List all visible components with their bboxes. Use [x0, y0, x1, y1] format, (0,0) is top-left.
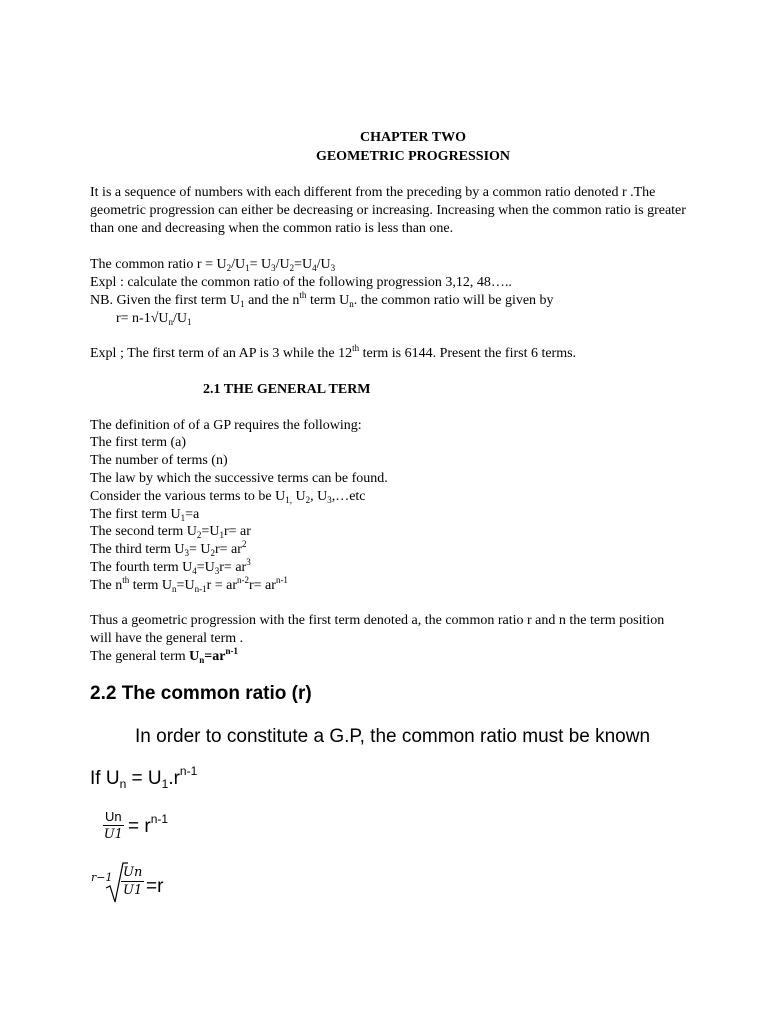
gt-line-8: The third term $U_3= U_2r= ar^2$: [90, 539, 247, 558]
radical-fraction: [121, 865, 144, 898]
fraction-denominator: U1: [103, 827, 123, 842]
common-ratio-definition: The common ratio $r = U_2/U_1= U_3/U_2=U_4/U_3$: [90, 257, 336, 273]
nb-line: NB. Given the first term $U_1$ and the $n^{th}$ term $U_n$. the common ratio will be given by: [90, 290, 554, 309]
thus-line-1: Thus a geometric progression with the first term denoted a, the common ratio r and n the term position: [90, 613, 665, 628]
equals-r: =r: [146, 876, 164, 897]
fraction-un-u1: [103, 809, 124, 842]
equals-r-n-1: = $r^{n-1}$: [128, 812, 169, 837]
general-term-formula: The general term $U_n=ar^{n-1}$: [90, 646, 238, 665]
intro-line-2: geometric progression can either be decreasing or increasing. Increasing when the common ratio is greater: [90, 203, 686, 218]
fraction-numerator: Un: [105, 809, 122, 824]
if-formula: If $U_n = U_1.r^{n-1}$: [90, 764, 198, 791]
gt-line-3: The number of terms (n): [90, 453, 228, 468]
chapter-subtitle: GEOMETRIC PROGRESSION: [315, 149, 511, 164]
gt-line-9: The fourth term $U_4=U_3r= ar^3$: [90, 557, 251, 576]
gt-line-1: The definition of of a GP requires the following:: [90, 418, 362, 433]
section-heading-general-term: 2.1 THE GENERAL TERM: [203, 382, 371, 397]
example-ratio: Expl : calculate the common ratio of the following progression 3,12, 48…..: [90, 275, 512, 290]
chapter-title: CHAPTER TWO: [360, 130, 466, 145]
intro-line-1: It is a sequence of numbers with each different from the preceding by a common ratio denoted r .The: [90, 185, 656, 200]
example-ap: Expl ; The first term of an AP is 3 while the 12th term is 6144. Present the first 6 terms.: [90, 343, 577, 361]
intro-line-3: than one and decreasing when the common ratio is less than one.: [90, 221, 454, 236]
common-ratio-statement: In order to constitute a G.P, the common ratio must be known: [135, 726, 651, 747]
gt-line-4: The law by which the successive terms can be found.: [90, 471, 388, 486]
radical-denominator: U1: [123, 883, 143, 898]
section-heading-common-ratio: 2.2 The common ratio (r): [90, 683, 312, 704]
gt-line-10: The $n^{th}$ term $U_n=U_{n-1}r = ar^{n-2}r= ar^{n-1}$: [90, 575, 288, 594]
ratio-formula: $r= n-1√U_n/U_1$: [116, 311, 192, 327]
thus-line-2: will have the general term .: [90, 631, 244, 646]
gt-line-6: The first term $U_1=a$: [90, 507, 200, 523]
gt-line-2: The first term (a): [90, 435, 187, 450]
gt-line-5: Consider the various terms to be $U_{1,}$ $U_2$, $U_3,\dots etc$: [90, 489, 366, 505]
radical-numerator: Un: [123, 865, 143, 880]
gt-line-7: The second term $U_2=U_1r=$ ar: [90, 524, 251, 540]
root-index: r−1: [91, 871, 113, 884]
